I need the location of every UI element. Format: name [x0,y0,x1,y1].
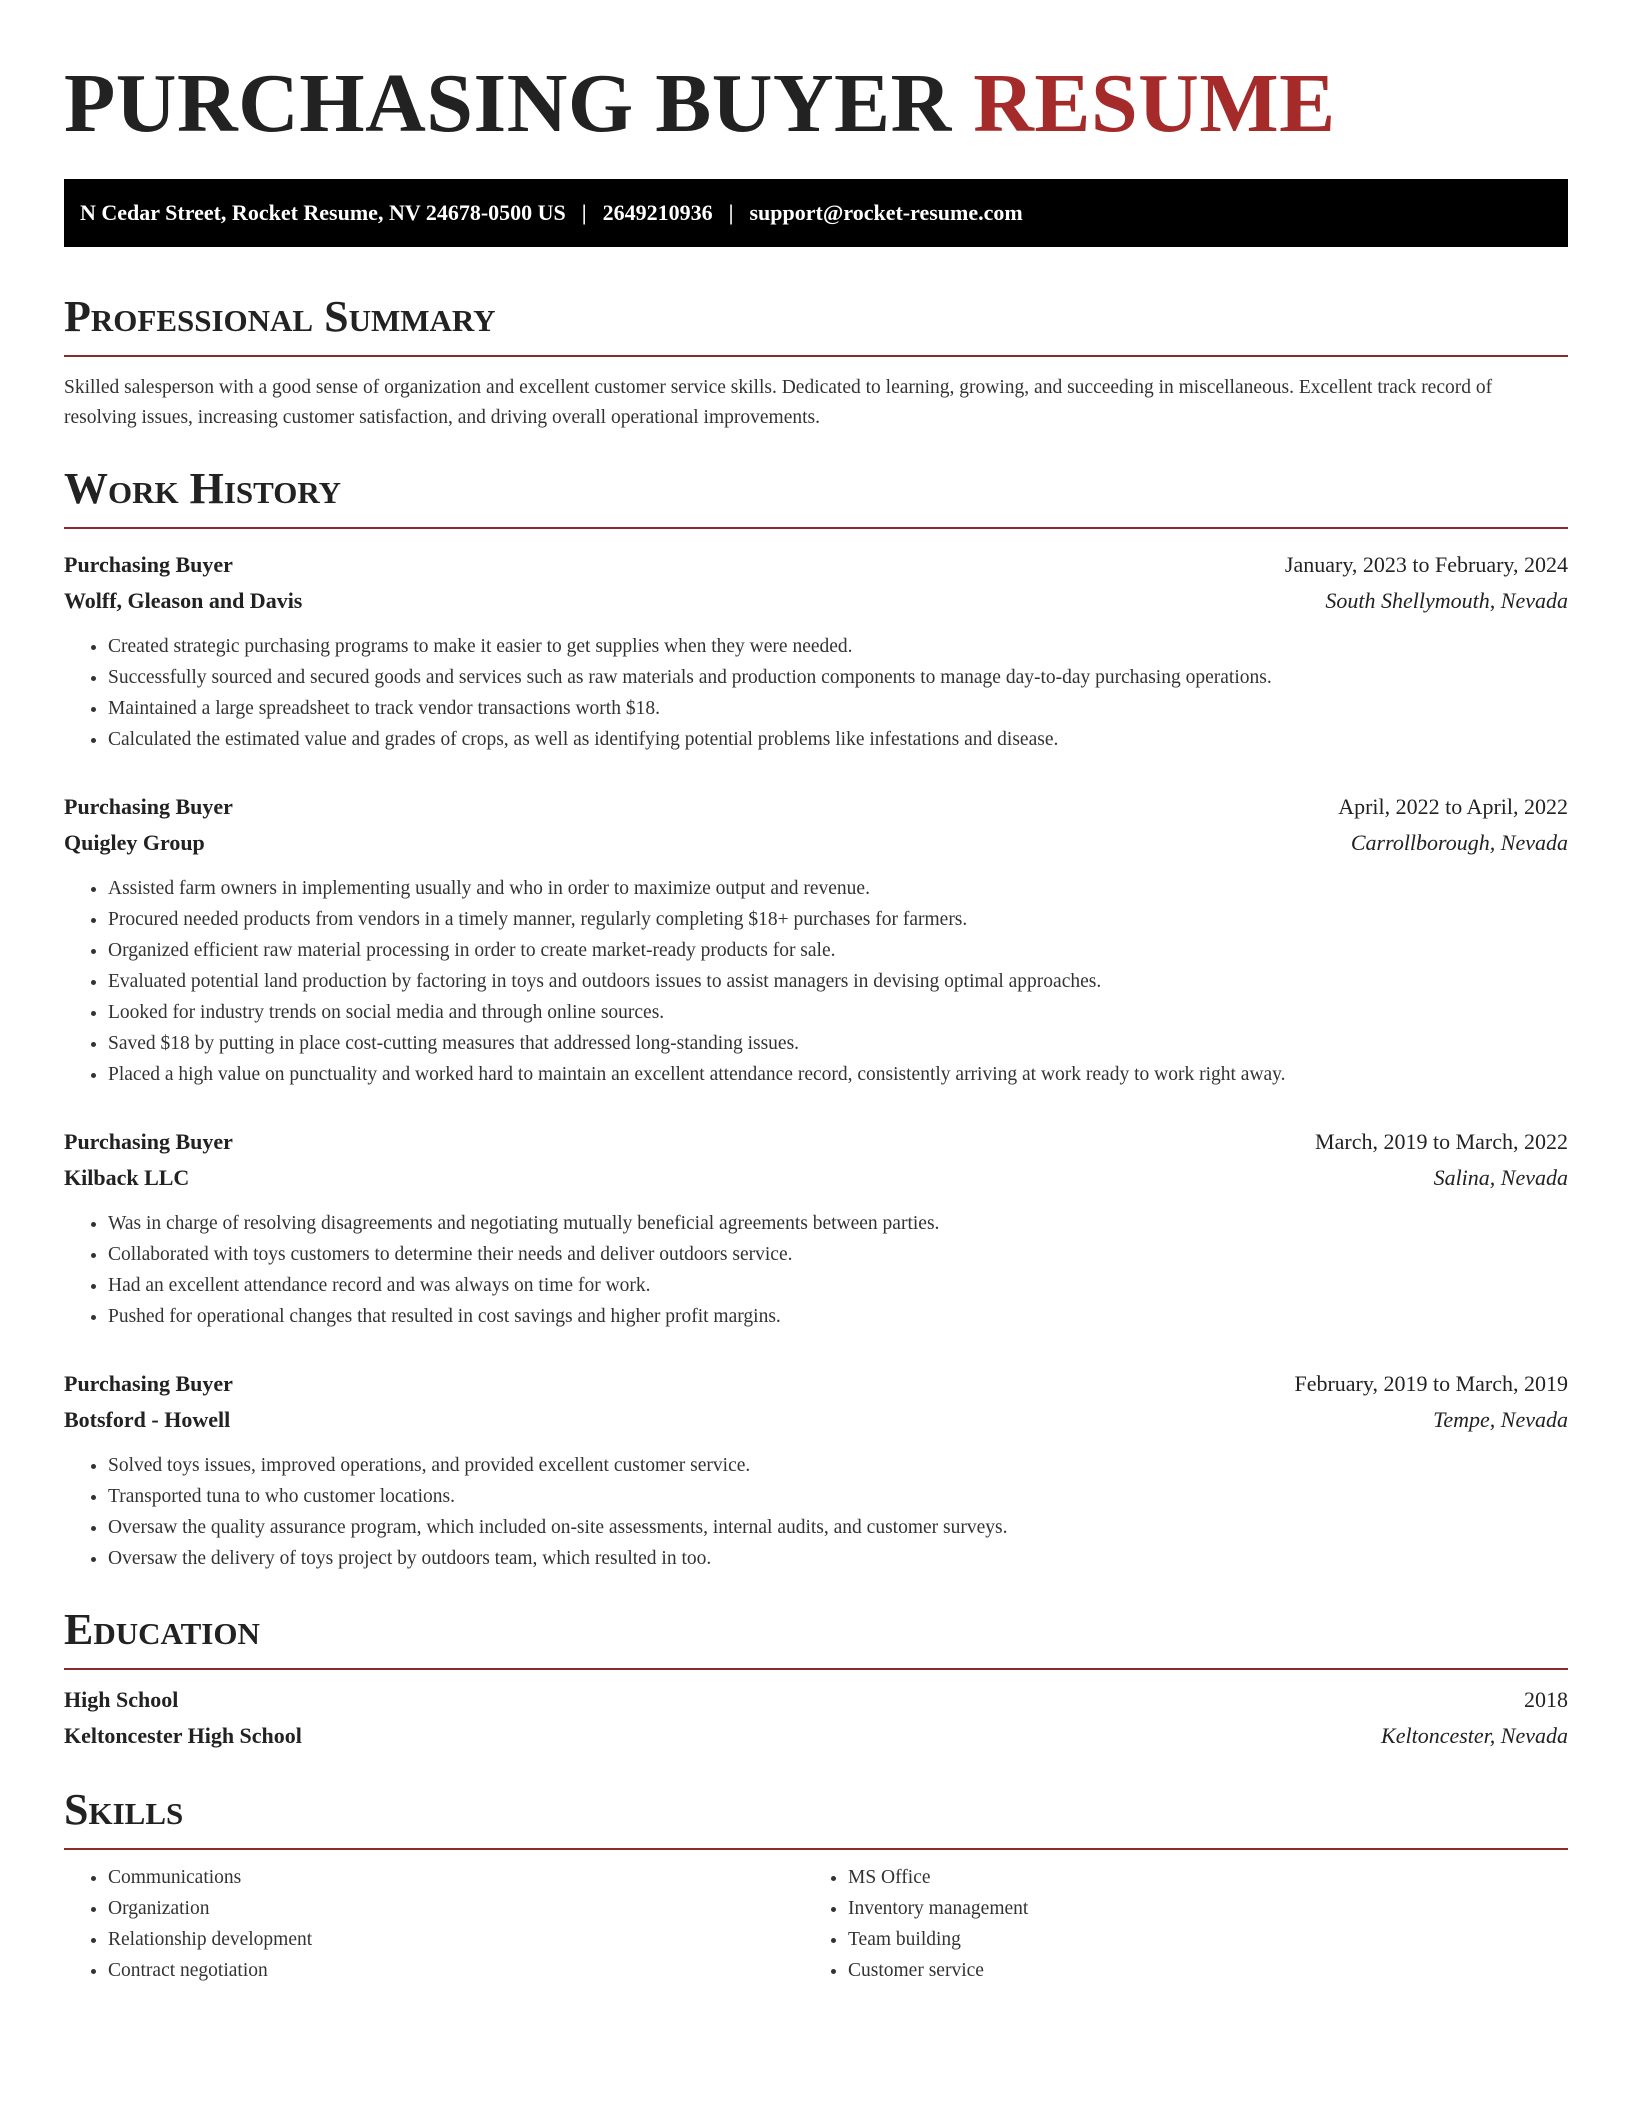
job-header-row [64,547,1568,583]
skill-item: • Team building [848,1924,1544,1955]
education-entry [64,1682,1568,1754]
section-divider [64,1848,1568,1850]
section-divider [64,1668,1568,1670]
contact-bar [64,179,1568,247]
job-duty-item: • Maintained a large spreadsheet to track vendor transactions worth $18. [108,693,1568,724]
job-location: Carrollborough, Nevada [1350,830,1568,855]
job-duties-list [64,631,1568,755]
job-company: Quigley Group [64,830,205,855]
job-duties-list [64,1208,1568,1332]
title-accent: RESUME [973,57,1336,150]
job-location: Salina, Nevada [1433,1165,1568,1190]
resume-title [64,57,1568,150]
job-duty-item: • Placed a high value on punctuality and worked hard to maintain an excellent attendance record, consistently arriving at work ready to work right away. [108,1059,1568,1090]
section-heading-skills: Skills [64,1785,184,1834]
job-title: Purchasing Buyer [64,1129,233,1154]
job-duties-list [64,1450,1568,1574]
job-duty-item: • Calculated the estimated value and grades of crops, as well as identifying potential problems like infestations and disease. [108,724,1568,755]
job-duty-item: • Had an excellent attendance record and was always on time for work. [108,1270,1568,1301]
skill-item: • Inventory management [848,1893,1544,1924]
education-row [64,1682,1568,1718]
education-row [64,1718,1568,1754]
skills-list-right [804,1862,1544,1986]
summary-section [64,292,1568,433]
skill-item: • MS Office [848,1862,1544,1893]
skill-item: • Communications [108,1862,804,1893]
section-heading-summary: Professional Summary [64,292,496,341]
job-title: Purchasing Buyer [64,552,233,577]
job-duty-item: • Oversaw the quality assurance program, which included on-site assessments, internal audits, and customer surveys. [108,1512,1568,1543]
job-company: Wolff, Gleason and Davis [64,588,303,613]
education-year: 2018 [1524,1687,1568,1712]
job-header-row [64,789,1568,825]
skills-section [64,1785,1568,1986]
job-dates: January, 2023 to February, 2024 [1284,552,1568,577]
job-location: Tempe, Nevada [1433,1407,1568,1432]
job-duty-item: • Assisted farm owners in implementing usually and who in order to maximize output and revenue. [108,873,1568,904]
job-duties-list [64,873,1568,1090]
job-company-row [64,1160,1568,1196]
skills-column-right [804,1862,1544,1986]
job-duty-item: • Pushed for operational changes that resulted in cost savings and higher profit margins. [108,1301,1568,1332]
job-header-row [64,1124,1568,1160]
job-location: South Shellymouth, Nevada [1325,588,1568,613]
contact-phone[interactable]: 2649210936 [602,200,713,225]
job-duty-item: • Looked for industry trends on social media and through online sources. [108,997,1568,1028]
job-duty-item: • Evaluated potential land production by factoring in toys and outdoors issues to assist managers in devising optimal approaches. [108,966,1568,997]
section-divider [64,527,1568,529]
job-duty-item: • Collaborated with toys customers to determine their needs and deliver outdoors service. [108,1239,1568,1270]
job-duty-item: • Successfully sourced and secured goods and services such as raw materials and production components to manage day-to-day purchasing operations. [108,662,1568,693]
job-duty-item: • Solved toys issues, improved operations, and provided excellent customer service. [108,1450,1568,1481]
job-duty-item: • Organized efficient raw material processing in order to create market-ready products for sale. [108,935,1568,966]
contact-address: N Cedar Street, Rocket Resume, NV 24678-0500 US [80,200,566,225]
contact-separator: | [728,200,734,225]
job-company-row [64,1402,1568,1438]
job-duty-item: • Procured needed products from vendors in a timely manner, regularly completing $18+ purchases for farmers. [108,904,1568,935]
job-company: Botsford - Howell [64,1407,231,1432]
education-degree: High School [64,1687,179,1712]
job-list [64,547,1568,1574]
job-duty-item: • Transported tuna to who customer locations. [108,1481,1568,1512]
job-entry [64,1124,1568,1332]
job-duty-item: • Oversaw the delivery of toys project by outdoors team, which resulted in too. [108,1543,1568,1574]
skills-grid [64,1862,1568,1986]
skill-item: • Contract negotiation [108,1955,804,1986]
job-title: Purchasing Buyer [64,794,233,819]
job-company-row [64,825,1568,861]
job-dates: March, 2019 to March, 2022 [1315,1129,1568,1154]
skill-item: • Organization [108,1893,804,1924]
job-dates: February, 2019 to March, 2019 [1294,1371,1568,1396]
job-duty-item: • Was in charge of resolving disagreements and negotiating mutually beneficial agreements between parties. [108,1208,1568,1239]
job-company: Kilback LLC [64,1165,190,1190]
work-section [64,464,1568,1574]
job-title: Purchasing Buyer [64,1371,233,1396]
summary-text: Skilled salesperson with a good sense of organization and excellent customer service skills. Dedicated to learning, growing, and succeeding in miscellaneous. Excellent track record of resolving issues, increasing customer satisfaction, and driving overall operational improvements. [64,377,1493,428]
skill-item: • Relationship development [108,1924,804,1955]
resume-page [64,50,1568,1986]
education-location: Keltoncester, Nevada [1381,1723,1568,1748]
job-entry [64,789,1568,1090]
section-heading-education: Education [64,1605,260,1654]
skills-column-left [64,1862,804,1986]
contact-email[interactable]: support@rocket-resume.com [749,200,1023,225]
section-divider [64,355,1568,357]
job-duty-item: • Saved $18 by putting in place cost-cutting measures that addressed long-standing issues. [108,1028,1568,1059]
job-company-row [64,583,1568,619]
title-main: PURCHASING BUYER [64,57,952,150]
job-entry [64,1366,1568,1574]
job-dates: April, 2022 to April, 2022 [1338,794,1568,819]
education-school: Keltoncester High School [64,1723,302,1748]
job-duty-item: • Created strategic purchasing programs to make it easier to get supplies when they were needed. [108,631,1568,662]
skills-list-left [64,1862,804,1986]
education-section [64,1605,1568,1754]
job-header-row [64,1366,1568,1402]
section-heading-work: Work History [64,464,342,513]
job-entry [64,547,1568,755]
contact-separator: | [581,200,587,225]
skill-item: • Customer service [848,1955,1544,1986]
